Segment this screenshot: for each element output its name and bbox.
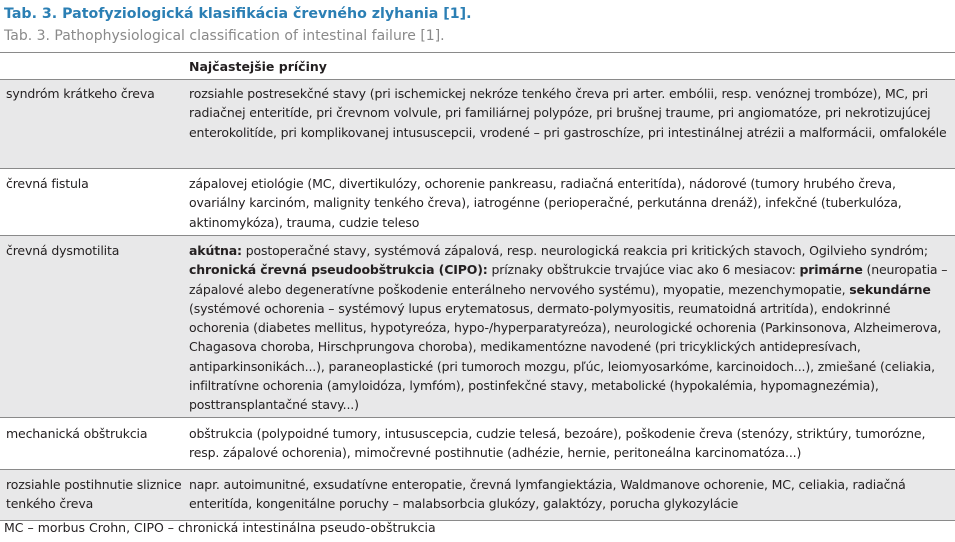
table-footnote: MC – morbus Crohn, CIPO – chronická intestinálna pseudo-obštrukcia [4,520,436,535]
acute-label: akútna: [189,243,242,258]
row-causes: zápalovej etiológie (MC, divertikulózy, ochorenie pankreasu, radiačná enteritída), nádorové (tumory hrubého čreva, ovariálny karcinóm, malignity tenkého čreva), iatrogénne (perioperačné, perkutánna drenáž), infekčné (tuberkulóza, aktinomykóza), trauma, cudzie teleso [189,176,902,230]
row-category: črevná dysmotilita [6,243,120,258]
table-row [0,169,955,236]
table-row [0,470,955,521]
primary-text: (neuropatia – zápalové alebo degeneratívne poškodenie enterálneho nervového systému), myopatie, mezenchymopatie, [189,262,948,297]
table-row [0,236,955,418]
row-category: syndróm krátkeho čreva [6,86,155,101]
table-header-row [0,53,955,80]
row-category: črevná fistula [6,176,89,191]
table-subtitle: Tab. 3. Pathophysiological classification of intestinal failure [1]. [4,28,445,44]
chronic-label: chronická črevná pseudoobštrukcia (CIPO): [189,262,488,278]
chronic-text: príznaky obštrukcie trvajúce viac ako 6 mesiacov: [487,262,800,278]
classification-table [0,52,955,521]
header-causes: Najčastejšie príčiny [189,59,327,74]
row-causes [183,236,955,417]
table-row [0,418,955,470]
row-causes: napr. autoimunitné, exsudatívne enteropatie, črevná lymfangiektázia, Waldmanove ochorenie, MC, celiakia, radiačná enteritída, kongenitálne poruchy – malabsorbcia glukózy, galaktózy, porucha glykozylácie [189,477,906,512]
row-causes: rozsiahle postresekčné stavy (pri ischemickej nekróze tenkého čreva pri arter. embólii, resp. venóznej trombóze), MC, pri radiačnej enteritíde, pri črevnom volvule, pri familiárnej polypóze, pri brušnej traume, pri angiomatóze, pri nekrotizujúcej enterokolitíde, pri komplikovanej intususcepcii, vrodené – pri gastroschíze, pri intestinálnej atrézii a malformácii, omfalokéle [189,86,947,140]
row-category: rozsiahle postihnutie sliznice tenkého čreva [6,477,182,512]
row-category: mechanická obštrukcia [6,426,148,441]
table-title: Tab. 3. Patofyziologická klasifikácia črevného zlyhania [1]. [4,6,472,22]
table-row [0,80,955,169]
secondary-label: sekundárne [849,281,931,297]
header-category [0,53,183,79]
row-causes: obštrukcia (polypoidné tumory, intususcepcia, cudzie telesá, bezoáre), poškodenie čreva (stenózy, striktúry, tumorózne, resp. zápalové ochorenia), mimočrevné postihnutie (adhézie, hernie, peritoneálna karcinomatóza...) [189,426,926,461]
secondary-text: (systémové ochorenia – systémový lupus erytematosus, dermato-polymyositis, reumatoidná artritída), endokrinné ochorenia (diabetes mellitus, hypotyreóza, hypo-/hyperparatyreóza), neurologické ochorenia (Parkinsonova, Alzheimerova, Chagasova choroba, Hirschprungova choroba), medikamentózne navodené (pri tricyklických antidepresívach, antiparkinsonikách...), paraneoplastické (pri tumoroch mozgu, pľúc, leiomyosarkóme, karcinoidoch...), zmiešané (celiakia, infiltratívne ochorenia (amyloidóza, lymfóm), postinfekčné stavy, metabolické (hypokalémia, hypomagnezémia), posttransplantačné stavy...) [189,300,942,413]
primary-label: primárne [799,262,863,278]
acute-text: postoperačné stavy, systémová zápalová, resp. neurologická reakcia pri kritických stavoch, Ogilvieho syndróm; [241,243,928,258]
